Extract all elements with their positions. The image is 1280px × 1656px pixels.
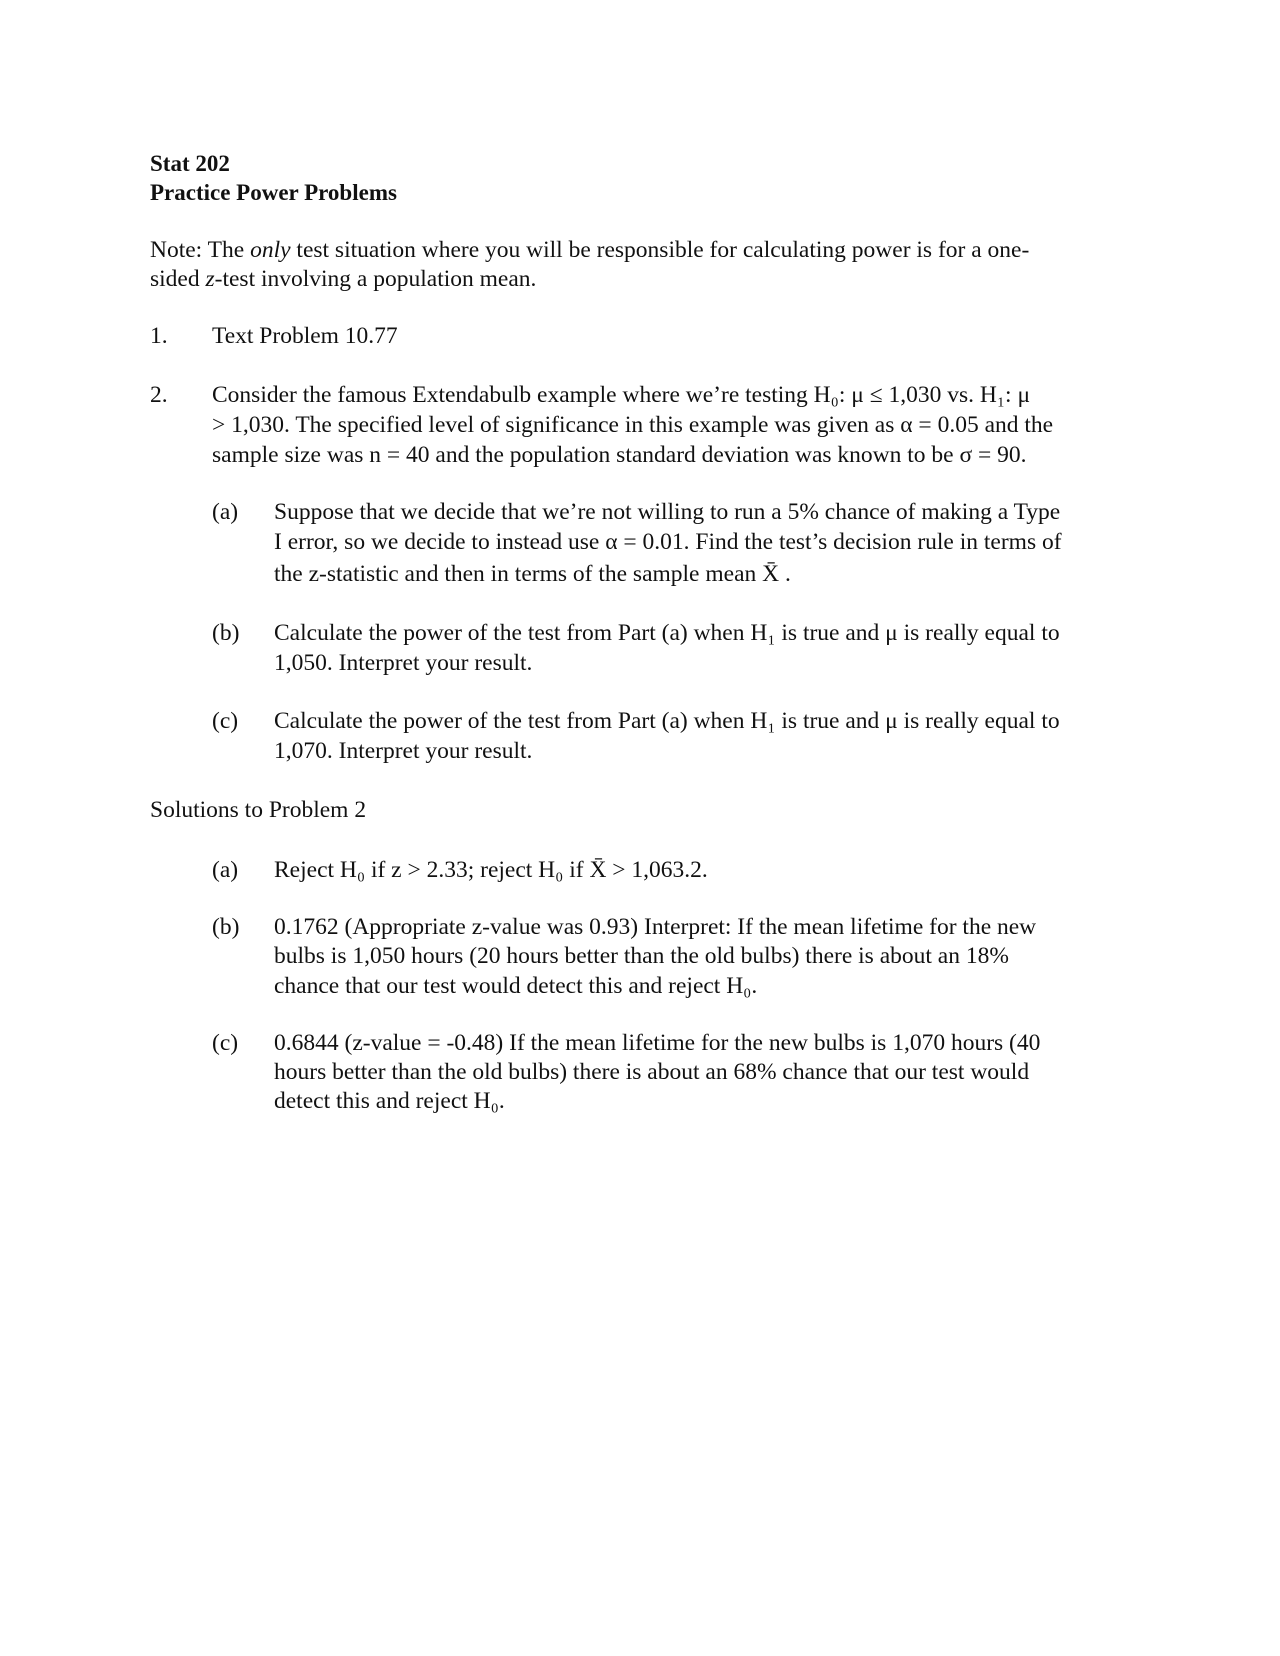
problem-2-number: 2. — [150, 382, 168, 408]
solution-a-line-1: Reject H₀ if z > 2.33; reject H₀ if X̄ > 1,063.2. — [274, 857, 708, 883]
solution-c-label: (c) — [212, 1030, 239, 1056]
part-b-label: (b) — [212, 620, 240, 646]
solution-b-line-3: chance that our test would detect this and reject H₀. — [274, 973, 758, 999]
part-a-line-1: Suppose that we decide that we’re not willing to run a 5% chance of making a Type — [274, 499, 1061, 525]
part-a-line-2: I error, so we decide to instead use α = 0.01. Find the test’s decision rule in terms of — [274, 529, 1062, 555]
solution-c-line-2: hours better than the old bulbs) there is about an 68% chance that our test would — [274, 1059, 1030, 1085]
solution-b-label: (b) — [212, 914, 240, 940]
part-a-label: (a) — [212, 499, 239, 525]
part-c-label: (c) — [212, 708, 239, 734]
part-c-line-1: Calculate the power of the test from Part (a) when H₁ is true and μ is really equal to — [274, 708, 1060, 734]
note-line-1: Note: The only test situation where you will be responsible for calculating power is for a one- — [150, 237, 1030, 263]
problem-2-line-2: > 1,030. The specified level of significance in this example was given as α = 0.05 and the — [212, 412, 1054, 438]
part-c-line-2: 1,070. Interpret your result. — [274, 738, 533, 764]
solution-c-line-1: 0.6844 (z-value = -0.48) If the mean lifetime for the new bulbs is 1,070 hours (40 — [274, 1030, 1041, 1056]
part-a-line-3: the z-statistic and then in terms of the sample mean X̄ . — [274, 561, 791, 587]
problem-1-text: Text Problem 10.77 — [212, 323, 398, 349]
solutions-heading: Solutions to Problem 2 — [150, 797, 367, 823]
course-title: Stat 202 — [150, 151, 230, 176]
solution-b-line-2: bulbs is 1,050 hours (20 hours better than the old bulbs) there is about an 18% — [274, 943, 1009, 969]
solution-a-label: (a) — [212, 857, 239, 883]
note-line-2: sided z-test involving a population mean. — [150, 266, 537, 292]
problem-2-line-3: sample size was n = 40 and the population standard deviation was known to be σ = 90. — [212, 442, 1027, 468]
part-b-line-1: Calculate the power of the test from Part (a) when H₁ is true and μ is really equal to — [274, 620, 1060, 646]
problem-2-line-1: Consider the famous Extendabulb example where we’re testing H₀: μ ≤ 1,030 vs. H₁: μ — [212, 382, 1031, 408]
solution-b-line-1: 0.1762 (Appropriate z-value was 0.93) Interpret: If the mean lifetime for the new — [274, 914, 1037, 940]
part-b-line-2: 1,050. Interpret your result. — [274, 650, 533, 676]
solution-c-line-3: detect this and reject H₀. — [274, 1088, 505, 1114]
problem-1-number: 1. — [150, 323, 168, 349]
document-title: Practice Power Problems — [150, 180, 397, 205]
